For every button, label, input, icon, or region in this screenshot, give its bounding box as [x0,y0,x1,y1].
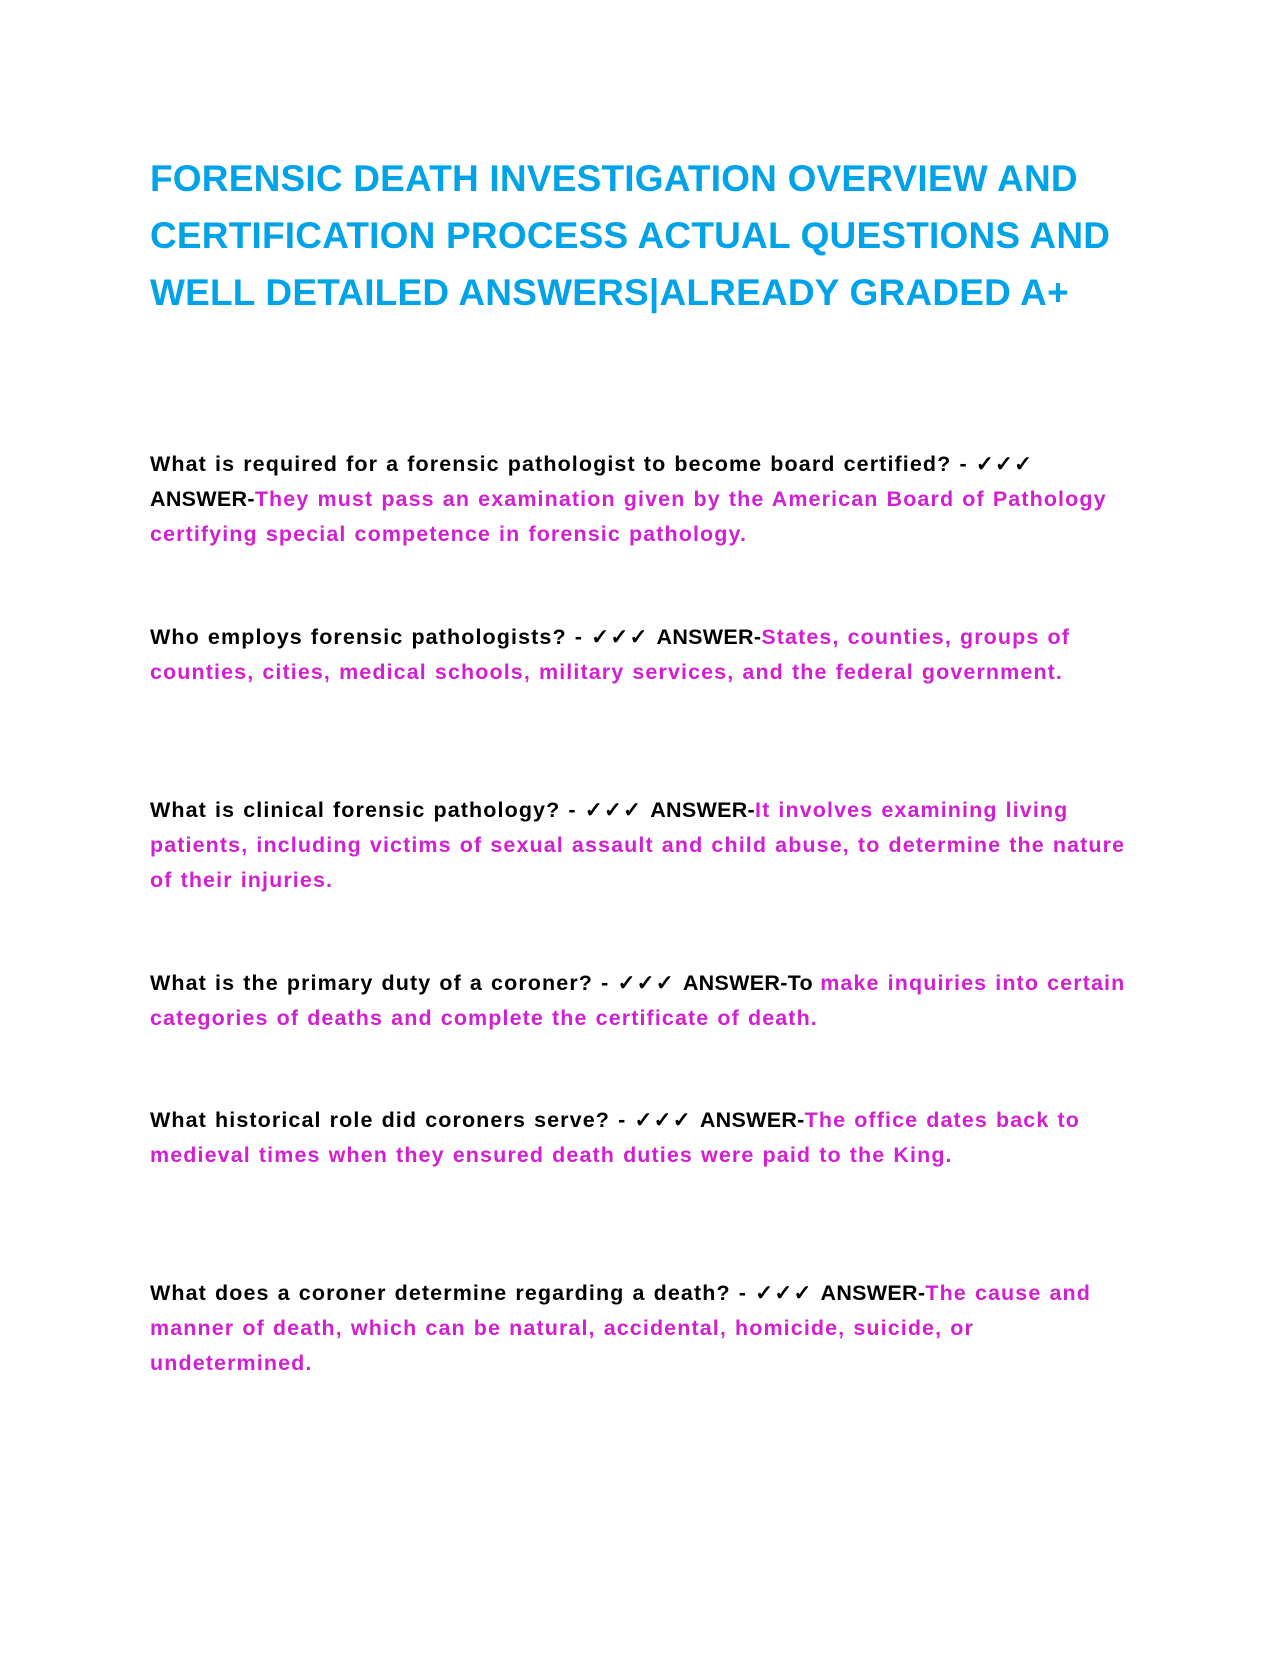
answer-label: ANSWER-To [682,971,821,995]
qa-item [150,1103,1140,1173]
checkmark-separator: - ✓✓✓ [610,1108,700,1132]
qa-item [150,620,1140,690]
qa-item [150,793,1140,898]
answer-label: ANSWER- [150,487,255,511]
answer-text: States, counties, groups of counties, cities, medical schools, military services, and the federal government. [150,625,1070,684]
checkmark-separator: - ✓✓✓ [730,1281,821,1305]
question-text: What is required for a forensic pathologist to become board certified? [150,452,952,476]
answer-text: They must pass an examination given by the American Board of Pathology certifying special competence in forensic pathology. [150,487,1107,546]
qa-item [150,447,1140,552]
answer-text: make inquiries into certain categories of deaths and complete the certificate of death. [150,971,1126,1030]
answer-label: ANSWER- [699,1108,805,1132]
checkmark-separator: - ✓✓✓ [951,452,1034,476]
question-text: What is the primary duty of a coroner? [150,971,594,995]
answer-label: ANSWER- [820,1281,926,1305]
question-text: What does a coroner determine regarding a death? [150,1281,731,1305]
answer-text: The office dates back to medieval times when they ensured death duties were paid to the King. [150,1108,1080,1167]
answer-text: It involves examining living patients, including victims of sexual assault and child abuse, to determine the nature of their injuries. [150,798,1126,892]
checkmark-separator: - ✓✓✓ [566,625,657,649]
answer-label: ANSWER- [650,798,756,822]
checkmark-separator: - ✓✓✓ [560,798,651,822]
answer-label: ANSWER- [656,625,762,649]
question-text: Who employs forensic pathologists? [150,625,567,649]
answer-text: The cause and manner of death, which can be natural, accidental, homicide, suicide, or undetermined. [150,1281,1091,1375]
qa-item [150,966,1140,1036]
checkmark-separator: - ✓✓✓ [593,971,683,995]
question-text: What historical role did coroners serve? [150,1108,610,1132]
qa-item [150,1276,1140,1381]
question-text: What is clinical forensic pathology? [150,798,561,822]
document-title: FORENSIC DEATH INVESTIGATION OVERVIEW AND CERTIFICATION PROCESS ACTUAL QUESTIONS AND WELL DETAILED ANSWERS|ALREADY GRADED A+ [150,158,1111,313]
